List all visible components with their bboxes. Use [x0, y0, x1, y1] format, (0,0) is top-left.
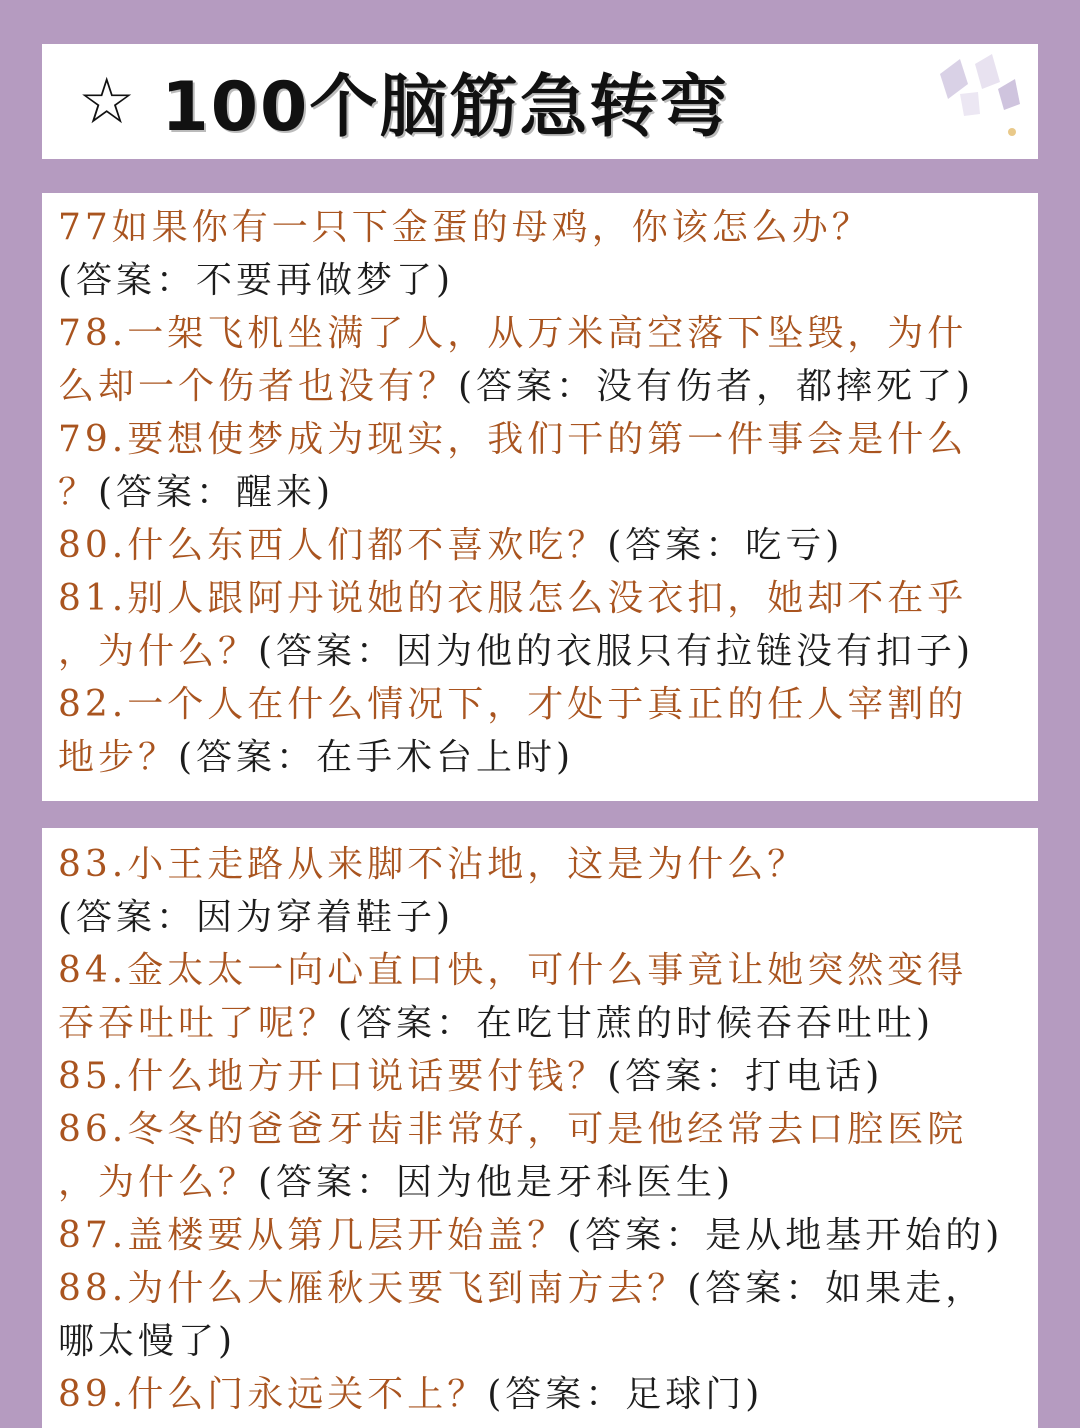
- riddle-line: [58, 678, 1028, 731]
- riddle-line: [58, 1368, 1028, 1421]
- riddle-question-text: 79.要想使梦成为现实，我们干的第一件事会是什么: [58, 419, 968, 460]
- riddle-question-text: 么却一个伤者也没有？: [58, 366, 459, 407]
- riddle-answer-text: (答案：在手术台上时): [178, 737, 575, 778]
- riddle-answer-text: (答案：不要再做梦了): [58, 260, 455, 301]
- riddle-line: [58, 1315, 1028, 1368]
- riddle-line: [58, 1262, 1028, 1315]
- riddle-question-text: 81.别人跟阿丹说她的衣服怎么没衣扣，她却不在乎: [58, 578, 968, 619]
- riddle-answer-text: (答案：是从地基开始的): [567, 1215, 1004, 1256]
- header-card: [42, 44, 1038, 159]
- riddle-question-text: 吞吞吐吐了呢？: [58, 1003, 339, 1044]
- riddle-question-text: 83.小王走路从来脚不沾地，这是为什么？: [58, 844, 808, 885]
- riddle-question-text: 77如果你有一只下金蛋的母鸡，你该怎么办？: [58, 207, 872, 248]
- riddle-question-text: 87.盖楼要从第几层开始盖？: [58, 1215, 568, 1256]
- riddle-question-text: 84.金太太一向心直口快，可什么事竟让她突然变得: [58, 950, 968, 991]
- riddle-question-text: ？: [58, 472, 99, 513]
- riddle-question-text: 85.什么地方开口说话要付钱？: [58, 1056, 608, 1097]
- riddle-line: [58, 944, 1028, 997]
- riddle-question-text: ，为什么？: [58, 631, 259, 672]
- riddle-question-text: 80.什么东西人们都不喜欢吃？: [58, 525, 608, 566]
- riddle-line: [58, 731, 1028, 784]
- page-title: 100个脑筋急转弯: [161, 68, 730, 147]
- riddle-answer-text: (答案：因为他是牙科医生): [258, 1162, 735, 1203]
- riddle-question-text: 地步？: [58, 737, 179, 778]
- riddle-answer-text: (答案：足球门): [487, 1374, 764, 1415]
- riddle-answer-text: (答案：打电话): [607, 1056, 884, 1097]
- riddle-line: [58, 1103, 1028, 1156]
- riddle-line: [58, 519, 1028, 572]
- riddle-question-text: 78.一架飞机坐满了人，从万米高空落下坠毁，为什: [58, 313, 968, 354]
- riddle-line: [58, 201, 1028, 254]
- riddle-answer-text: 哪太慢了): [58, 1321, 237, 1362]
- riddle-line: [58, 1209, 1028, 1262]
- riddle-question-text: 86.冬冬的爸爸牙齿非常好，可是他经常去口腔医院: [58, 1109, 968, 1150]
- riddle-answer-text: (答案：因为他的衣服只有拉链没有扣子): [258, 631, 975, 672]
- riddle-answer-text: (答案：没有伤者，都摔死了): [458, 366, 975, 407]
- riddle-answer-text: (答案：醒来): [98, 472, 335, 513]
- riddle-answer-text: (答案：如果走，: [687, 1268, 986, 1309]
- riddle-line: [58, 254, 1028, 307]
- riddle-line: [58, 360, 1028, 413]
- riddle-answer-text: (答案：因为穿着鞋子): [58, 897, 455, 938]
- riddle-question-text: ，为什么？: [58, 1162, 259, 1203]
- riddle-line: [58, 997, 1028, 1050]
- riddle-line: [58, 891, 1028, 944]
- riddle-line: [58, 572, 1028, 625]
- riddle-question-text: 82.一个人在什么情况下，才处于真正的任人宰割的: [58, 684, 968, 725]
- riddle-line: [58, 838, 1028, 891]
- riddle-question-text: 89.什么门永远关不上？: [58, 1374, 488, 1415]
- crystal-decoration-icon: [920, 44, 1030, 154]
- riddles-card-83-89: [42, 828, 1038, 1428]
- riddle-answer-text: (答案：在吃甘蔗的时候吞吞吐吐): [338, 1003, 935, 1044]
- star-icon: ☆: [78, 64, 136, 139]
- riddle-answer-text: (答案：吃亏): [607, 525, 844, 566]
- riddle-line: [58, 625, 1028, 678]
- riddle-line: [58, 1156, 1028, 1209]
- riddle-line: [58, 466, 1028, 519]
- riddle-line: [58, 413, 1028, 466]
- riddle-line: [58, 307, 1028, 360]
- riddles-card-77-82: [42, 193, 1038, 801]
- riddle-line: [58, 1050, 1028, 1103]
- riddle-question-text: 88.为什么大雁秋天要飞到南方去？: [58, 1268, 688, 1309]
